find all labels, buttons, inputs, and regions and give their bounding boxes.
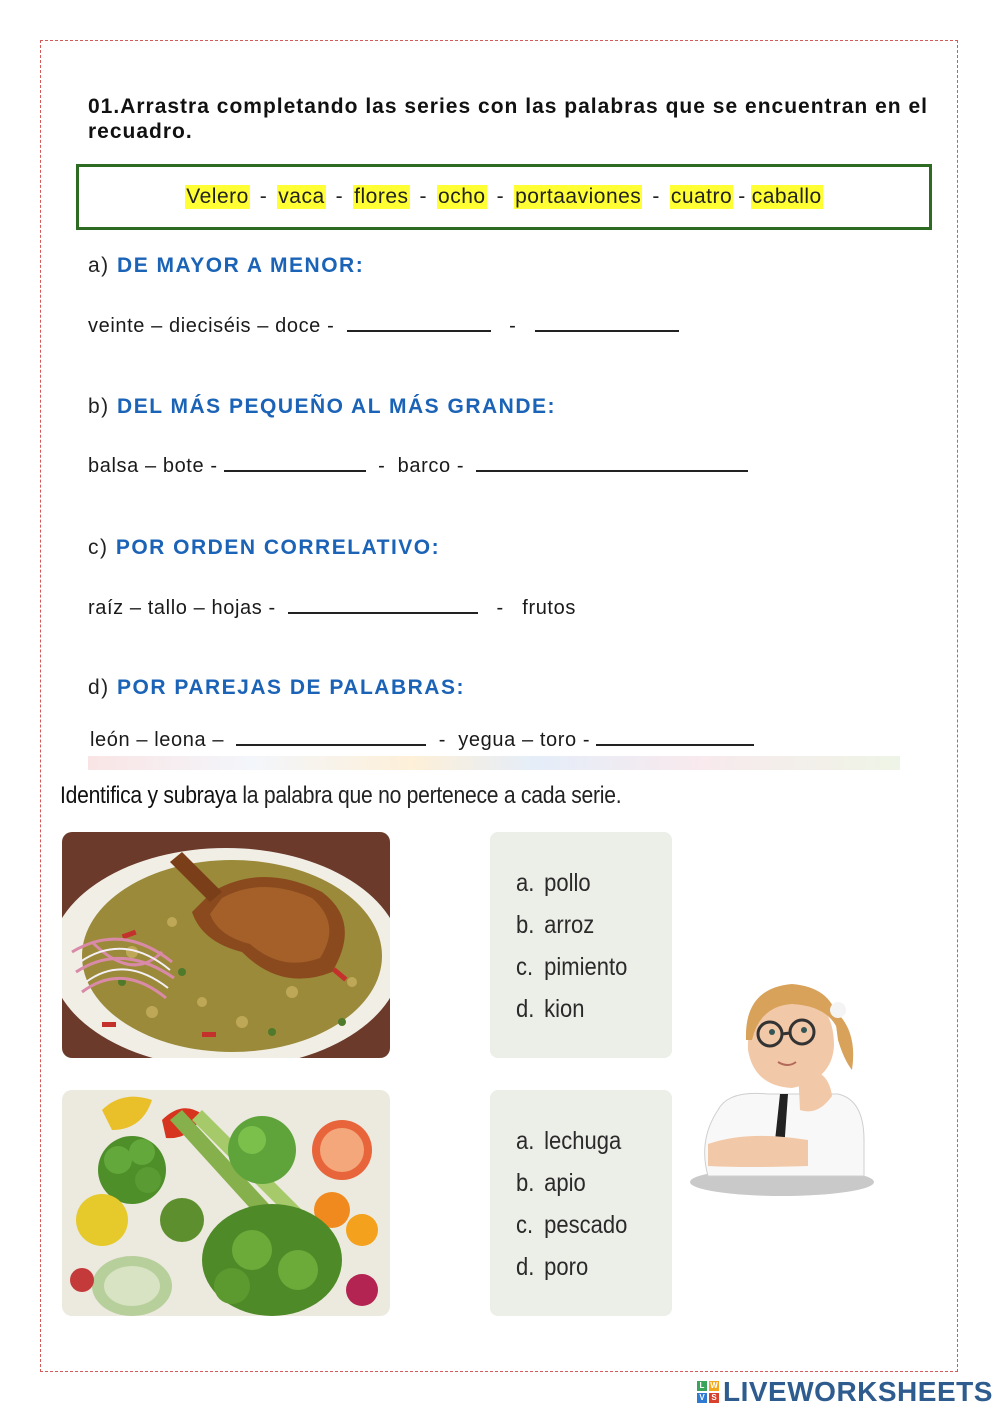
logo-letter: L bbox=[697, 1381, 707, 1391]
section-title: DEL MÁS PEQUEÑO AL MÁS GRANDE: bbox=[117, 395, 557, 418]
option-letter: c. bbox=[516, 953, 534, 981]
instruction-text: 01.Arrastra completando las series con las palabras que se encuentran en el recuadro. bbox=[88, 95, 928, 143]
series-separator: - bbox=[496, 597, 504, 619]
section-letter: a) bbox=[88, 254, 110, 277]
series-1-options bbox=[490, 832, 672, 1058]
section-letter: b) bbox=[88, 395, 110, 418]
brand-logo[interactable] bbox=[697, 1376, 993, 1408]
thinking-girl-image bbox=[688, 970, 878, 1205]
option-item[interactable] bbox=[516, 1204, 653, 1246]
option-item[interactable] bbox=[516, 1120, 653, 1162]
drop-blank[interactable] bbox=[596, 728, 754, 746]
separator: - bbox=[652, 185, 660, 208]
option-word[interactable]: pimiento bbox=[544, 953, 628, 981]
drop-blank[interactable] bbox=[476, 454, 748, 472]
section-d-heading bbox=[88, 676, 465, 700]
drop-blank[interactable] bbox=[535, 314, 679, 332]
section-title: POR ORDEN CORRELATIVO: bbox=[115, 536, 441, 559]
drop-blank[interactable] bbox=[236, 728, 426, 746]
series-text: león – leona – bbox=[90, 729, 225, 751]
section-letter: c) bbox=[88, 536, 109, 559]
series-separator: - bbox=[509, 315, 517, 337]
word-ocho[interactable]: ocho bbox=[438, 185, 486, 208]
logo-letter: W bbox=[710, 1381, 718, 1390]
logo-letter: S bbox=[709, 1393, 719, 1403]
option-item[interactable] bbox=[516, 946, 653, 988]
brand-name: LIVEWORKSHEETS bbox=[723, 1376, 993, 1407]
option-letter: b. bbox=[516, 1169, 535, 1197]
option-letter: a. bbox=[516, 869, 535, 897]
option-word[interactable]: arroz bbox=[544, 911, 595, 939]
section-a-series bbox=[88, 314, 679, 338]
section-d-series bbox=[90, 728, 754, 752]
series-text: balsa – bote - bbox=[88, 455, 218, 477]
instruction-2-text bbox=[60, 782, 621, 810]
option-word[interactable]: lechuga bbox=[544, 1127, 622, 1155]
section-a-heading bbox=[88, 254, 364, 278]
drop-blank[interactable] bbox=[224, 454, 366, 472]
word-caballo[interactable]: caballo bbox=[751, 185, 822, 208]
option-item[interactable] bbox=[516, 1246, 653, 1288]
series-text: raíz – tallo – hojas - bbox=[88, 597, 276, 619]
instruction-2-word: y bbox=[147, 782, 158, 809]
instruction-2-word: Identifica bbox=[60, 782, 142, 809]
word-bank bbox=[76, 164, 932, 230]
word-velero[interactable]: Velero bbox=[186, 185, 249, 208]
liveworksheets-icon bbox=[697, 1381, 719, 1403]
option-word[interactable]: kion bbox=[544, 995, 585, 1023]
instruction-2-word: subraya bbox=[163, 782, 237, 809]
option-item[interactable] bbox=[516, 862, 653, 904]
option-word[interactable]: poro bbox=[544, 1253, 589, 1281]
section-c-series bbox=[88, 596, 576, 620]
rice-chicken-image bbox=[62, 832, 390, 1058]
separator: - bbox=[419, 185, 428, 208]
separator: - bbox=[738, 185, 746, 208]
series-2-options bbox=[490, 1090, 672, 1316]
section-title: DE MAYOR A MENOR: bbox=[117, 254, 365, 277]
series-separator: - barco - bbox=[378, 455, 465, 477]
drop-blank[interactable] bbox=[288, 596, 478, 614]
word-flores[interactable]: flores bbox=[354, 185, 409, 208]
option-letter: a. bbox=[516, 1127, 535, 1155]
option-word[interactable]: pescado bbox=[544, 1211, 628, 1239]
option-word[interactable]: apio bbox=[544, 1169, 586, 1197]
word-cuatro[interactable]: cuatro bbox=[670, 185, 733, 208]
option-item[interactable] bbox=[516, 988, 653, 1030]
option-item[interactable] bbox=[516, 904, 653, 946]
option-word[interactable]: pollo bbox=[544, 869, 591, 897]
option-letter: d. bbox=[516, 995, 535, 1023]
series-separator: - yegua – toro - bbox=[438, 729, 591, 751]
option-letter: c. bbox=[516, 1211, 534, 1239]
decorative-strip bbox=[88, 756, 900, 770]
separator: - bbox=[496, 185, 505, 208]
section-title: POR PAREJAS DE PALABRAS: bbox=[117, 676, 465, 699]
drop-blank[interactable] bbox=[347, 314, 491, 332]
separator: - bbox=[335, 185, 344, 208]
option-letter: d. bbox=[516, 1253, 535, 1281]
word-vaca[interactable]: vaca bbox=[278, 185, 325, 208]
series-text: veinte – dieciséis – doce - bbox=[88, 315, 335, 337]
vegetables-image bbox=[62, 1090, 390, 1316]
word-portaaviones[interactable]: portaaviones bbox=[515, 185, 642, 208]
option-letter: b. bbox=[516, 911, 535, 939]
section-b-heading bbox=[88, 395, 556, 419]
section-letter: d) bbox=[88, 676, 110, 699]
instruction-2-rest: la palabra que no pertenece a cada serie. bbox=[242, 782, 622, 809]
series-end: frutos bbox=[522, 597, 576, 619]
option-item[interactable] bbox=[516, 1162, 653, 1204]
logo-letter: V bbox=[697, 1393, 707, 1403]
separator: - bbox=[259, 185, 268, 208]
section-c-heading bbox=[88, 536, 440, 560]
section-b-series bbox=[88, 454, 748, 478]
